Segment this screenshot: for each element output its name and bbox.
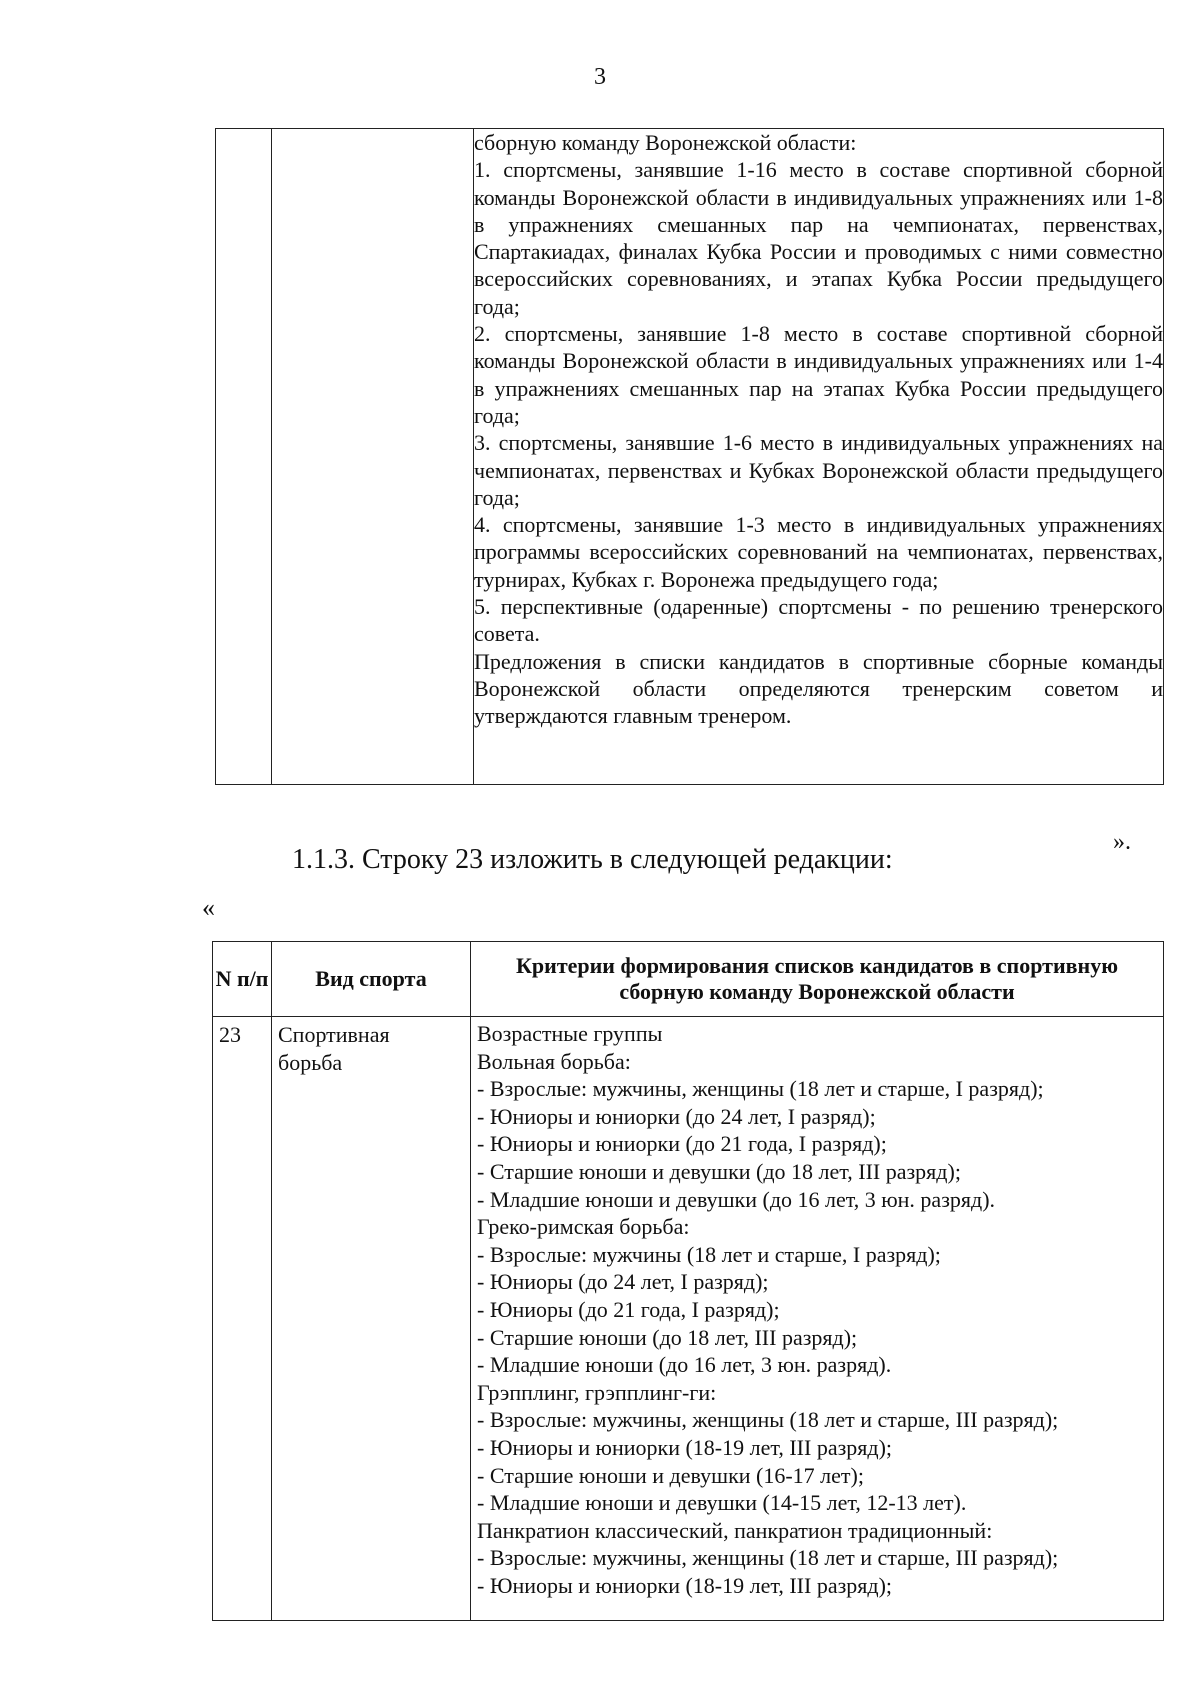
criteria-paragraph: 3. спортсмены, занявшие 1-6 место в индивидуальных упражнениях на чемпионатах, первенствах и Кубках Воронежской области предыдущего года;	[474, 430, 1163, 510]
criteria-line: Греко-римская борьба:	[477, 1214, 690, 1240]
criteria-line: - Юниоры и юниорки (до 21 года, I разряд);	[477, 1131, 887, 1157]
criteria-table	[212, 941, 1164, 1621]
criteria-line: - Младшие юноши и девушки (14-15 лет, 12-13 лет).	[477, 1490, 967, 1516]
criteria-line: - Взрослые: мужчины, женщины (18 лет и старше, I разряд);	[477, 1076, 1044, 1102]
open-quote: «	[202, 893, 215, 922]
closing-quote: ».	[1113, 829, 1131, 855]
criteria-paragraph: Предложения в списки кандидатов в спортивные сборные команды Воронежской области определяются тренерским советом и утверждаются главным тренером.	[474, 648, 1163, 729]
criteria-line: - Юниоры (до 21 года, I разряд);	[477, 1296, 780, 1322]
criteria-line: - Взрослые: мужчины (18 лет и старше, I разряд);	[477, 1241, 941, 1267]
criteria-list	[471, 1017, 1164, 1621]
number-cell-empty	[216, 129, 272, 785]
criteria-paragraph: 1. спортсмены, занявшие 1-16 место в составе спортивной сборной команды Воронежской области в индивидуальных упражнениях или 1-8 в упражнениях смешанных пар на чемпионатах, первенствах, Спартакиадах, финалах Кубка России и проводимых с ними совместно всероссийских соревнованиях, и этапах Кубка России предыдущего года;	[474, 157, 1163, 319]
criteria-line: Панкратион классический, панкратион традиционный:	[477, 1517, 993, 1543]
criteria-line: - Взрослые: мужчины, женщины (18 лет и старше, III разряд);	[477, 1545, 1059, 1571]
criteria-line: - Юниоры (до 24 лет, I разряд);	[477, 1269, 769, 1295]
criteria-paragraph: 4. спортсмены, занявшие 1-3 место в индивидуальных упражнениях программы всероссийских соревнований на чемпионатах, первенствах, турнирах, Кубках г. Воронежа предыдущего года;	[474, 512, 1163, 592]
table-row	[213, 1017, 1164, 1621]
criteria-line: - Младшие юноши (до 16 лет, 3 юн. разряд).	[477, 1352, 892, 1378]
criteria-paragraph: 2. спортсмены, занявшие 1-8 место в составе спортивной сборной команды Воронежской области в индивидуальных упражнениях или 1-4 в упражнениях смешанных пар на этапах Кубка России предыдущего года;	[474, 321, 1163, 428]
criteria-cell	[474, 129, 1164, 785]
criteria-line: - Младшие юноши и девушки (до 16 лет, 3 юн. разряд).	[477, 1186, 996, 1212]
criteria-line: - Юниоры и юниорки (до 24 лет, I разряд);	[477, 1103, 876, 1129]
section-heading: 1.1.3. Строку 23 изложить в следующей редакции:	[292, 844, 893, 875]
criteria-line: Вольная борьба:	[477, 1048, 631, 1074]
continuation-table	[215, 128, 1164, 785]
header-number: N п/п	[213, 942, 272, 1017]
table-row	[216, 129, 1164, 785]
sport-cell-empty	[272, 129, 474, 785]
row-number: 23	[213, 1017, 272, 1621]
criteria-line: - Юниоры и юниорки (18-19 лет, III разряд);	[477, 1572, 893, 1598]
criteria-line: Грэпплинг, грэпплинг-ги:	[477, 1379, 717, 1405]
sport-line: борьба	[278, 1049, 343, 1075]
sport-line: Спортивная	[278, 1022, 390, 1047]
page-number: 3	[594, 64, 606, 90]
header-criteria: Критерии формирования списков кандидатов в спортивную сборную команду Воронежской области	[471, 942, 1164, 1017]
sport-name	[272, 1017, 471, 1621]
criteria-paragraph: сборную команду Воронежской области:	[474, 130, 857, 155]
criteria-paragraph: 5. перспективные (одаренные) спортсмены - по решению тренерского совета.	[474, 594, 1163, 647]
table-header-row	[213, 942, 1164, 1017]
header-sport: Вид спорта	[272, 942, 471, 1017]
criteria-line: - Старшие юноши и девушки (до 18 лет, III разряд);	[477, 1158, 961, 1184]
criteria-line: Возрастные группы	[477, 1021, 663, 1046]
criteria-line: - Старшие юноши и девушки (16-17 лет);	[477, 1462, 864, 1488]
criteria-line: - Старшие юноши (до 18 лет, III разряд);	[477, 1324, 858, 1350]
criteria-line: - Юниоры и юниорки (18-19 лет, III разряд);	[477, 1434, 893, 1460]
criteria-line: - Взрослые: мужчины, женщины (18 лет и старше, III разряд);	[477, 1407, 1059, 1433]
